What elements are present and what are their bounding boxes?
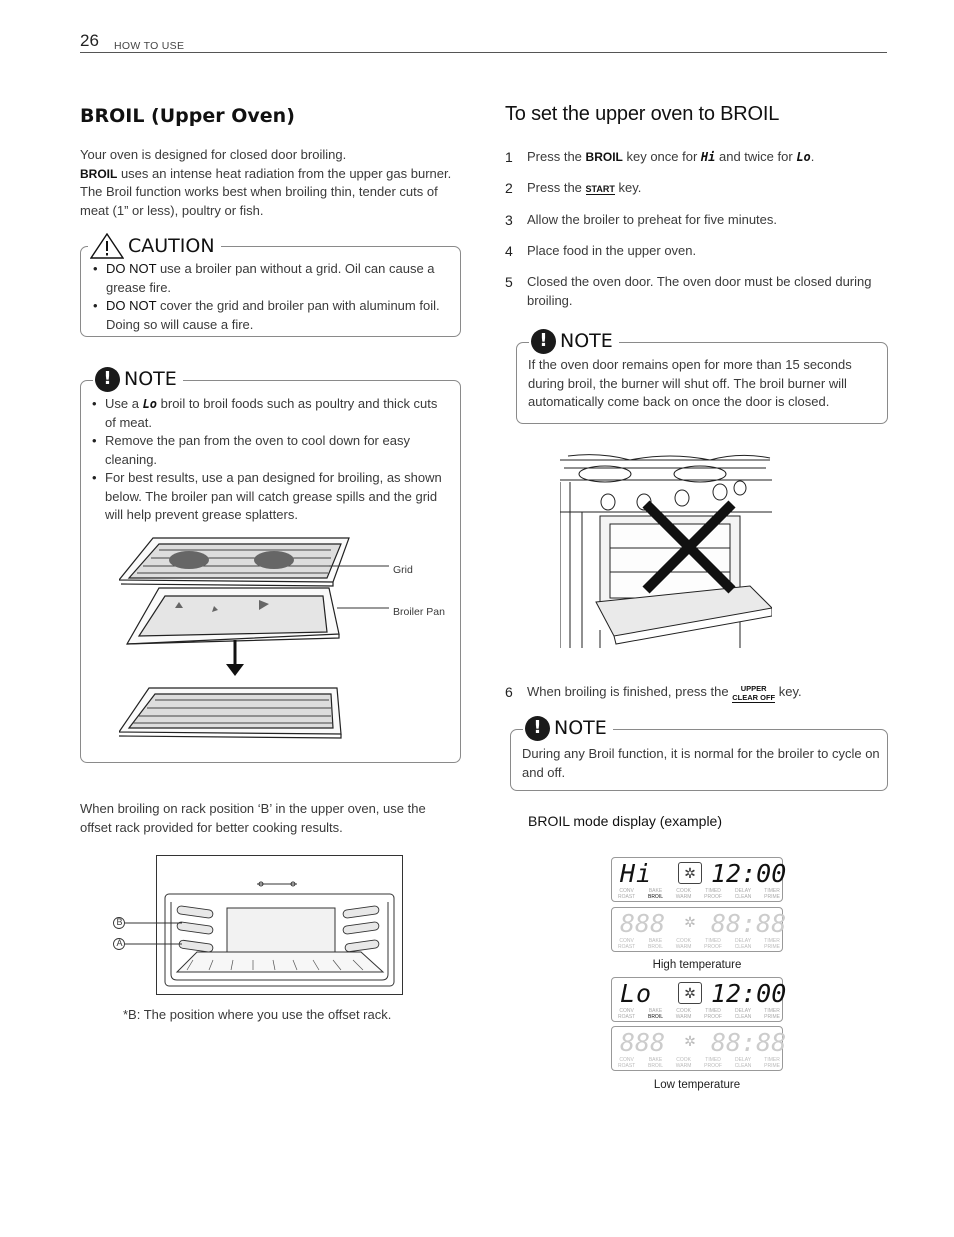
mode-label: TIMED PROOF (704, 888, 722, 900)
exclamation-icon: ! (531, 329, 556, 354)
step-5 (505, 273, 887, 310)
display-blank-readout: 888 (620, 1028, 666, 1057)
step-fragment: key once for (622, 149, 701, 164)
step-number: 5 (505, 274, 513, 290)
step-number: 2 (505, 180, 513, 196)
mode-label: COOK WARM (675, 938, 692, 950)
mode-label: TIMED PROOF (704, 1008, 722, 1020)
display-low-active (611, 977, 787, 1022)
step-3 (505, 211, 887, 230)
mode-label: TIMED PROOF (704, 938, 722, 950)
mode-label: BAKE BROIL (647, 938, 663, 950)
step-6 (505, 683, 887, 703)
mode-labels (618, 1008, 780, 1020)
display-mode-readout: Hi (620, 859, 653, 888)
intro-paragraph-text: uses an intense heat radiation from the upper gas burner. The Broil function works best when broiling thin, tender cuts of meat (1” or less), poultry or fish. (80, 165, 452, 218)
note-text: During any Broil function, it is normal for the broiler to cycle on and off. (522, 746, 880, 780)
mode-label: CONV ROAST (618, 938, 636, 950)
mode-labels (618, 938, 780, 950)
intro-line: Your oven is designed for closed door broiling. (80, 147, 347, 162)
mode-label: DELAY CLEAN (734, 1008, 752, 1020)
note-item: • For best results, use a pan designed for broiling, as shown below. The broiler pan will catch grease spills and the grid will help prevent grease splatters. (90, 469, 450, 525)
step-1 (505, 148, 887, 167)
lo-display-symbol: Lo (142, 397, 158, 411)
intro-text (80, 146, 455, 220)
mode-label: TIMER PRIME (764, 1057, 780, 1069)
caution-strong: DO NOT (106, 298, 157, 313)
step-text (527, 179, 887, 199)
mode-label: TIMER PRIME (764, 888, 780, 900)
page-title: BROIL (Upper Oven) (80, 105, 295, 127)
display-blank-clock: 88:88 (711, 1028, 787, 1057)
note-heading (529, 329, 619, 354)
display-mode-readout: Lo (620, 979, 653, 1008)
mode-label: DELAY CLEAN (734, 1057, 752, 1069)
caution-title: CAUTION (128, 234, 215, 257)
mode-label: TIMER PRIME (764, 938, 780, 950)
step-fragment: key. (614, 180, 642, 195)
mode-label: DELAY CLEAN (734, 938, 752, 950)
step-number: 1 (505, 149, 513, 165)
note-item (90, 395, 450, 432)
display-blank-clock: 88:88 (711, 909, 787, 938)
caution-heading (88, 233, 221, 259)
step-fragment: Press the (527, 149, 586, 164)
low-temperature-label: Low temperature (653, 1079, 741, 1091)
mode-label: COOK WARM (675, 1057, 692, 1069)
mode-label: TIMED PROOF (704, 1057, 722, 1069)
oven-interior-illustration (156, 855, 403, 995)
display-example-heading: BROIL mode display (example) (528, 813, 723, 829)
caution-item (91, 260, 451, 297)
display-clock: 12:00 (711, 979, 787, 1008)
hi-display-symbol: Hi (700, 150, 716, 164)
step-fragment: key. (775, 684, 802, 699)
caution-text: use a broiler pan without a grid. Oil can cause a grease fire. (106, 261, 435, 295)
display-clock: 12:00 (711, 859, 787, 888)
mode-label: TIMER PRIME (764, 1008, 780, 1020)
warning-triangle-icon (90, 233, 124, 259)
open-door-oven-illustration (560, 452, 772, 648)
display-high-active (611, 857, 787, 902)
oven-rack-drawing (157, 856, 402, 994)
key-line-2: CLEAR OFF (732, 693, 776, 702)
rack-caption: *B: The position where you use the offset rack. (123, 1007, 392, 1022)
mode-label: CONV ROAST (618, 888, 636, 900)
mode-label: BAKE BROIL (647, 1057, 663, 1069)
fan-icon: ✲ (684, 914, 696, 930)
step-2 (505, 179, 887, 199)
mode-label: BAKE BROIL (647, 888, 663, 900)
broiler-pan-label: Broiler Pan (393, 606, 445, 618)
rack-a-label: A (116, 938, 123, 948)
header-divider (80, 52, 887, 53)
step-number: 4 (505, 243, 513, 259)
note-box-left (80, 368, 461, 763)
section-heading: To set the upper oven to BROIL (505, 103, 780, 125)
step-fragment: and twice for (715, 149, 797, 164)
upper-clear-off-key (732, 684, 775, 703)
step-text (527, 683, 887, 703)
caution-item (91, 297, 451, 334)
note-text: Use a (105, 396, 143, 411)
intro-paragraph (80, 165, 455, 221)
step-number: 6 (505, 684, 513, 700)
step-fragment: When broiling is finished, press the (527, 684, 733, 699)
caution-box (80, 234, 461, 337)
note-heading (523, 716, 613, 741)
key-line-1: UPPER (740, 684, 767, 693)
grid-label: Grid (393, 564, 413, 576)
caution-strong: DO NOT (106, 261, 157, 276)
step-fragment: Press the (527, 180, 586, 195)
broil-key: BROIL (585, 150, 623, 164)
lo-display-symbol: Lo (796, 150, 811, 164)
note-title: NOTE (124, 368, 177, 391)
rack-position-text: When broiling on rack position ‘B’ in the upper oven, use the offset rack provided for better cooking results. (80, 801, 426, 835)
mode-labels (618, 888, 780, 900)
step-fragment: . (810, 149, 815, 164)
mode-label: CONV ROAST (618, 1008, 636, 1020)
display-low-inactive (611, 1026, 787, 1071)
step-4 (505, 242, 887, 261)
rack-b-label: B (116, 917, 123, 927)
caution-text: cover the grid and broiler pan with aluminum foil. Doing so will cause a fire. (106, 298, 440, 332)
fan-icon: ✲ (684, 1033, 696, 1049)
step-text: Place food in the upper oven. (527, 243, 697, 258)
mode-label: BAKE BROIL (647, 1008, 663, 1020)
exclamation-icon: ! (525, 716, 550, 741)
mode-label: COOK WARM (675, 1008, 692, 1020)
page-number: 26 (80, 31, 99, 50)
fan-icon: ✲ (678, 862, 702, 884)
note-title: NOTE (560, 330, 613, 353)
mode-label: DELAY CLEAN (734, 888, 752, 900)
display-blank-readout: 888 (620, 909, 666, 938)
step-number: 3 (505, 212, 513, 228)
exclamation-icon: ! (95, 367, 120, 392)
step-text: Closed the oven door. The oven door must be closed during broiling. (527, 274, 872, 308)
broil-key-label: BROIL (80, 166, 118, 181)
mode-label: CONV ROAST (618, 1057, 636, 1069)
note-item: • Remove the pan from the oven to cool down for easy cleaning. (90, 432, 450, 469)
display-high-inactive (611, 907, 787, 952)
note-title: NOTE (554, 717, 607, 740)
note-text: broil to broil foods such as poultry and thick cuts of meat. (105, 396, 438, 430)
note-box-right-1 (516, 330, 888, 424)
fan-icon: ✲ (678, 982, 702, 1004)
start-key: START (585, 184, 615, 194)
high-temperature-label: High temperature (652, 959, 742, 971)
note-heading (93, 367, 183, 392)
mode-label: COOK WARM (675, 888, 692, 900)
section-title: HOW TO USE (114, 40, 185, 52)
note-text: If the oven door remains open for more than 15 seconds during broil, the burner will shut off. The broil burner will automatically come back on once the door is closed. (528, 357, 852, 409)
note-box-right-2 (510, 717, 888, 791)
step-text (527, 148, 887, 167)
step-text: Allow the broiler to preheat for five minutes. (527, 212, 778, 227)
mode-labels (618, 1057, 780, 1069)
